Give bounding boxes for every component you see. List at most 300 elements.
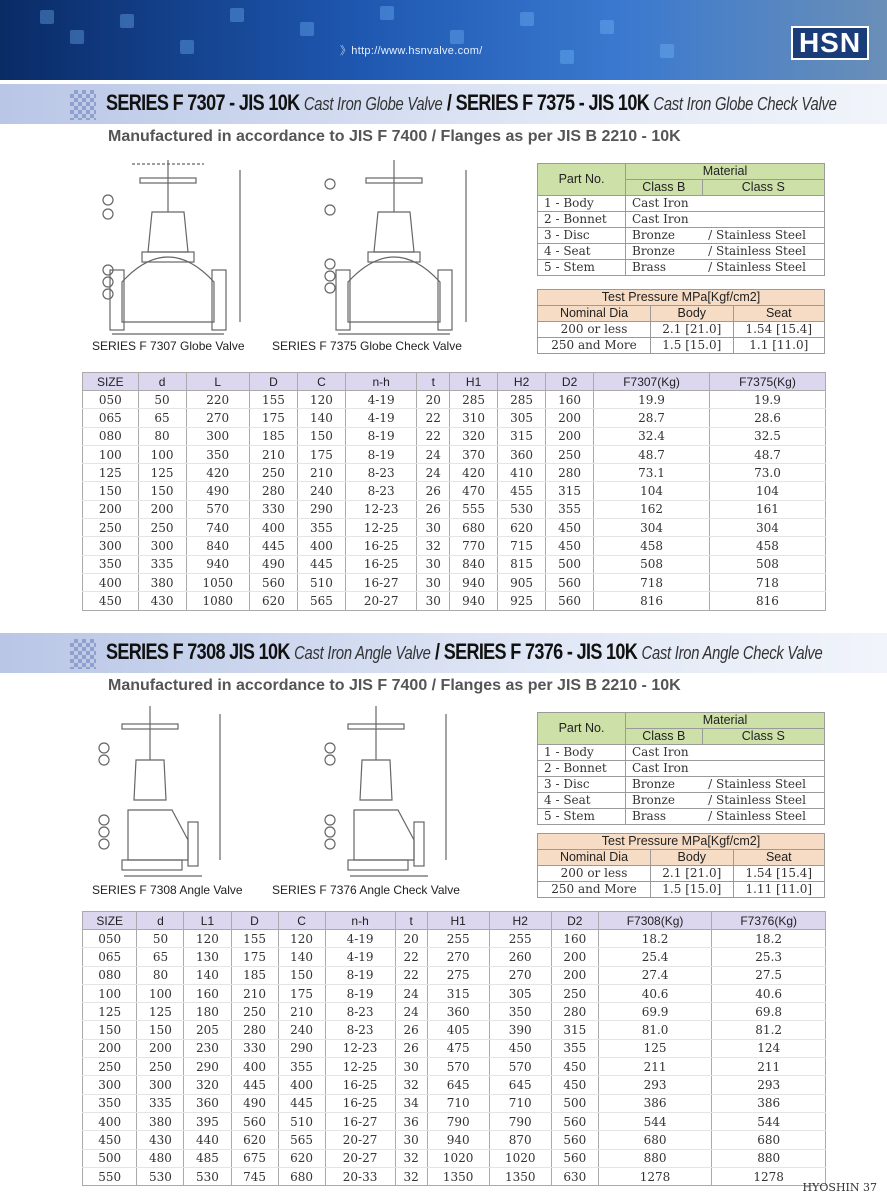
column-header: t — [395, 912, 427, 930]
table-cell: 175 — [231, 948, 278, 966]
table-cell: 32.5 — [709, 427, 825, 445]
table-cell: 470 — [450, 482, 498, 500]
table-cell: 8-23 — [325, 1003, 395, 1021]
table-cell: 200 — [546, 409, 594, 427]
table-cell: 050 — [83, 391, 139, 409]
table-cell: 69.9 — [598, 1003, 712, 1021]
table-cell: 940 — [450, 592, 498, 610]
table-cell: 22 — [417, 409, 450, 427]
table-cell: 20-27 — [345, 592, 416, 610]
page-footer: HYOSHIN 37 — [802, 1181, 877, 1194]
table-cell: 130 — [184, 948, 231, 966]
table-cell: 24 — [395, 1003, 427, 1021]
table-cell: 30 — [417, 555, 450, 573]
table-cell: 8-19 — [345, 427, 416, 445]
table-cell: 386 — [712, 1094, 826, 1112]
table-cell: 26 — [395, 1021, 427, 1039]
table-cell: 28.7 — [594, 409, 710, 427]
table-cell: 25.3 — [712, 948, 826, 966]
angle-check-valve-caption: SERIES F 7376 Angle Check Valve — [272, 883, 460, 897]
column-header: F7376(Kg) — [712, 912, 826, 930]
table-cell: 210 — [278, 1003, 325, 1021]
table-cell: 445 — [231, 1076, 278, 1094]
table-cell: 645 — [489, 1076, 551, 1094]
column-header: n-h — [345, 373, 416, 391]
table-cell: 16-25 — [345, 537, 416, 555]
table-cell: 370 — [450, 445, 498, 463]
table-row — [83, 555, 826, 573]
table-cell: 293 — [598, 1076, 712, 1094]
table-cell: 175 — [278, 984, 325, 1002]
table-cell: 16-25 — [325, 1076, 395, 1094]
table-cell: 16-25 — [345, 555, 416, 573]
table-cell: 300 — [137, 1076, 184, 1094]
table-cell: 280 — [546, 464, 594, 482]
table-row — [83, 1003, 826, 1021]
table-cell: 420 — [186, 464, 249, 482]
table-cell: 175 — [297, 445, 345, 463]
table-row — [83, 1076, 826, 1094]
table-cell: 315 — [498, 427, 546, 445]
table-cell: 200 — [83, 500, 139, 518]
table-cell: 560 — [546, 592, 594, 610]
table-cell: 1278 — [712, 1167, 826, 1185]
table-cell: 160 — [184, 984, 231, 1002]
table-cell: 445 — [297, 555, 345, 573]
table-cell: 320 — [450, 427, 498, 445]
table-cell: 27.4 — [598, 966, 712, 984]
column-header: H1 — [427, 912, 489, 930]
table-cell: 570 — [427, 1058, 489, 1076]
globe-valve-caption: SERIES F 7307 Globe Valve — [92, 339, 245, 353]
table-cell: 870 — [489, 1131, 551, 1149]
table-cell: 16-27 — [325, 1112, 395, 1130]
table-cell: 350 — [83, 1094, 137, 1112]
table-row — [83, 1021, 826, 1039]
table-cell: 8-19 — [325, 966, 395, 984]
table-cell: 400 — [249, 519, 297, 537]
table-cell: 1350 — [427, 1167, 489, 1185]
table-cell: 12-23 — [325, 1039, 395, 1057]
table-cell: 840 — [450, 555, 498, 573]
table-cell: 162 — [594, 500, 710, 518]
table-cell: 510 — [278, 1112, 325, 1130]
table-cell: 20 — [395, 930, 427, 948]
table-cell: 211 — [712, 1058, 826, 1076]
table-cell: 32 — [395, 1149, 427, 1167]
table-row — [83, 464, 826, 482]
table-cell: 80 — [137, 966, 184, 984]
table-cell: 1020 — [427, 1149, 489, 1167]
table-cell: 25.4 — [598, 948, 712, 966]
table-row — [83, 1112, 826, 1130]
table-cell: 293 — [712, 1076, 826, 1094]
table-row — [83, 948, 826, 966]
table-row — [83, 519, 826, 537]
company-logo: HSN — [791, 26, 869, 60]
column-header: D — [249, 373, 297, 391]
table-cell: 200 — [546, 427, 594, 445]
column-header: F7307(Kg) — [594, 373, 710, 391]
table-row — [83, 482, 826, 500]
table-cell: 290 — [278, 1039, 325, 1057]
column-header: t — [417, 373, 450, 391]
table-cell: 508 — [709, 555, 825, 573]
table-cell: 104 — [594, 482, 710, 500]
table-cell: 250 — [551, 984, 598, 1002]
material-row: 1 - Body Cast Iron — [538, 196, 825, 212]
angle-check-valve-drawing — [318, 700, 488, 880]
table-cell: 32.4 — [594, 427, 710, 445]
table-cell: 125 — [138, 464, 186, 482]
table-cell: 255 — [489, 930, 551, 948]
pressure-row: 200 or less 2.1 [21.0] 1.54 [15.4] — [538, 866, 825, 882]
table-cell: 18.2 — [712, 930, 826, 948]
table-row — [83, 966, 826, 984]
table-cell: 355 — [278, 1058, 325, 1076]
section2-subtitle: Manufactured in accordance to JIS F 7400 / Flanges as per JIS B 2210 - 10K — [108, 677, 681, 694]
table-cell: 570 — [489, 1058, 551, 1076]
table-row — [83, 1039, 826, 1057]
table-cell: 680 — [278, 1167, 325, 1185]
table-cell: 315 — [551, 1021, 598, 1039]
table-cell: 240 — [297, 482, 345, 500]
table-cell: 150 — [138, 482, 186, 500]
table-cell: 150 — [278, 966, 325, 984]
angle-valve-drawing — [92, 700, 262, 880]
table-cell: 290 — [297, 500, 345, 518]
table-cell: 69.8 — [712, 1003, 826, 1021]
table-cell: 445 — [278, 1094, 325, 1112]
table-row — [83, 445, 826, 463]
table-cell: 1278 — [598, 1167, 712, 1185]
table-cell: 285 — [498, 391, 546, 409]
table-cell: 12-23 — [345, 500, 416, 518]
column-header: F7308(Kg) — [598, 912, 712, 930]
table-cell: 20 — [417, 391, 450, 409]
table-cell: 816 — [594, 592, 710, 610]
table-cell: 710 — [489, 1094, 551, 1112]
table-cell: 4-19 — [325, 948, 395, 966]
column-header: D2 — [546, 373, 594, 391]
table-cell: 250 — [231, 1003, 278, 1021]
table-cell: 120 — [297, 391, 345, 409]
table-cell: 555 — [450, 500, 498, 518]
table-cell: 840 — [186, 537, 249, 555]
table-cell: 81.0 — [598, 1021, 712, 1039]
table-cell: 310 — [450, 409, 498, 427]
table-cell: 940 — [427, 1131, 489, 1149]
table-cell: 530 — [498, 500, 546, 518]
table-cell: 304 — [594, 519, 710, 537]
table-cell: 390 — [489, 1021, 551, 1039]
table-cell: 458 — [594, 537, 710, 555]
table-cell: 16-25 — [325, 1094, 395, 1112]
table-cell: 30 — [395, 1058, 427, 1076]
table-cell: 150 — [137, 1021, 184, 1039]
table-cell: 355 — [551, 1039, 598, 1057]
table-cell: 24 — [395, 984, 427, 1002]
table-cell: 100 — [83, 984, 137, 1002]
table-cell: 30 — [395, 1131, 427, 1149]
table-row — [83, 984, 826, 1002]
table-cell: 544 — [598, 1112, 712, 1130]
table-cell: 20-33 — [325, 1167, 395, 1185]
table-cell: 16-27 — [345, 573, 416, 591]
table-cell: 430 — [138, 592, 186, 610]
table-cell: 8-19 — [325, 984, 395, 1002]
table-cell: 080 — [83, 427, 139, 445]
table-cell: 490 — [231, 1094, 278, 1112]
table-cell: 8-19 — [345, 445, 416, 463]
column-header: H2 — [498, 373, 546, 391]
material-row: 3 - Disc Bronze / Stainless Steel — [538, 228, 825, 244]
table-cell: 050 — [83, 930, 137, 948]
material-row: 2 - Bonnet Cast Iron — [538, 761, 825, 777]
column-header: d — [138, 373, 186, 391]
table-cell: 140 — [297, 409, 345, 427]
table-cell: 104 — [709, 482, 825, 500]
table-cell: 880 — [712, 1149, 826, 1167]
table-cell: 18.2 — [598, 930, 712, 948]
table-row — [83, 409, 826, 427]
table-cell: 620 — [278, 1149, 325, 1167]
table-cell: 490 — [249, 555, 297, 573]
table-cell: 50 — [138, 391, 186, 409]
table-cell: 81.2 — [712, 1021, 826, 1039]
table-cell: 485 — [184, 1149, 231, 1167]
table-cell: 430 — [137, 1131, 184, 1149]
table-cell: 200 — [137, 1039, 184, 1057]
table-cell: 20-27 — [325, 1131, 395, 1149]
table-cell: 275 — [427, 966, 489, 984]
section1-material-table: Part No. Material Class B Class S 1 - Body Cast Iron 2 - Bonnet Cast Iron 3 - Disc Bronze / Stainless Steel 4 - Seat Bronze / Stainless Steel 5 - Stem Brass / Stainless Steel — [537, 163, 825, 276]
section1-pressure-table: Test Pressure MPa[Kgf/cm2] Nominal Dia Body Seat 200 or less 2.1 [21.0] 1.54 [15.4] 250 and More 1.5 [15.0] 1.1 [11.0] — [537, 289, 825, 354]
table-cell: 161 — [709, 500, 825, 518]
table-row — [83, 930, 826, 948]
table-cell: 1350 — [489, 1167, 551, 1185]
table-cell: 620 — [249, 592, 297, 610]
table-cell: 560 — [551, 1149, 598, 1167]
table-cell: 290 — [184, 1058, 231, 1076]
table-row — [83, 427, 826, 445]
table-cell: 205 — [184, 1021, 231, 1039]
table-cell: 940 — [186, 555, 249, 573]
table-cell: 36 — [395, 1112, 427, 1130]
table-cell: 300 — [138, 537, 186, 555]
table-cell: 32 — [395, 1076, 427, 1094]
table-cell: 740 — [186, 519, 249, 537]
table-cell: 530 — [137, 1167, 184, 1185]
table-cell: 65 — [138, 409, 186, 427]
table-cell: 400 — [278, 1076, 325, 1094]
table-cell: 450 — [546, 537, 594, 555]
table-cell: 680 — [450, 519, 498, 537]
table-cell: 160 — [546, 391, 594, 409]
table-cell: 185 — [231, 966, 278, 984]
table-cell: 360 — [427, 1003, 489, 1021]
table-cell: 300 — [83, 537, 139, 555]
table-cell: 125 — [83, 1003, 137, 1021]
table-cell: 180 — [184, 1003, 231, 1021]
table-cell: 480 — [137, 1149, 184, 1167]
table-cell: 400 — [83, 573, 139, 591]
column-header: n-h — [325, 912, 395, 930]
table-cell: 500 — [83, 1149, 137, 1167]
table-cell: 410 — [498, 464, 546, 482]
table-cell: 40.6 — [598, 984, 712, 1002]
table-cell: 80 — [138, 427, 186, 445]
website-url[interactable]: 》http://www.hsnvalve.com/ — [340, 45, 483, 57]
table-cell: 450 — [83, 592, 139, 610]
table-cell: 510 — [297, 573, 345, 591]
table-cell: 905 — [498, 573, 546, 591]
table-cell: 220 — [186, 391, 249, 409]
table-cell: 230 — [184, 1039, 231, 1057]
section2-title: SERIES F 7308 JIS 10K Cast Iron Angle Valve / SERIES F 7376 - JIS 10K Cast Iron Angle Check Valve — [106, 639, 823, 664]
table-cell: 8-23 — [345, 482, 416, 500]
table-cell: 304 — [709, 519, 825, 537]
table-cell: 150 — [83, 482, 139, 500]
section1-title-band — [0, 84, 887, 124]
table-cell: 400 — [297, 537, 345, 555]
table-cell: 450 — [83, 1131, 137, 1149]
material-row: 5 - Stem Brass / Stainless Steel — [538, 260, 825, 276]
table-cell: 280 — [249, 482, 297, 500]
table-cell: 270 — [489, 966, 551, 984]
table-cell: 50 — [137, 930, 184, 948]
table-cell: 250 — [137, 1058, 184, 1076]
table-cell: 270 — [427, 948, 489, 966]
table-cell: 22 — [395, 948, 427, 966]
table-cell: 28.6 — [709, 409, 825, 427]
table-cell: 20-27 — [325, 1149, 395, 1167]
table-cell: 1050 — [186, 573, 249, 591]
table-cell: 620 — [231, 1131, 278, 1149]
table-cell: 400 — [83, 1112, 137, 1130]
table-cell: 24 — [417, 464, 450, 482]
table-cell: 1080 — [186, 592, 249, 610]
table-cell: 30 — [417, 592, 450, 610]
table-cell: 065 — [83, 409, 139, 427]
section2-pressure-table: Test Pressure MPa[Kgf/cm2] Nominal Dia Body Seat 200 or less 2.1 [21.0] 1.54 [15.4] 250 and More 1.5 [15.0] 1.11 [11.0] — [537, 833, 825, 898]
table-cell: 124 — [712, 1039, 826, 1057]
table-cell: 48.7 — [594, 445, 710, 463]
table-row — [83, 573, 826, 591]
table-cell: 12-25 — [325, 1058, 395, 1076]
table-cell: 200 — [83, 1039, 137, 1057]
table-cell: 250 — [83, 1058, 137, 1076]
table-cell: 675 — [231, 1149, 278, 1167]
table-cell: 19.9 — [594, 391, 710, 409]
table-row — [83, 1131, 826, 1149]
table-cell: 530 — [184, 1167, 231, 1185]
table-cell: 815 — [498, 555, 546, 573]
table-cell: 440 — [184, 1131, 231, 1149]
table-cell: 200 — [551, 966, 598, 984]
table-cell: 4-19 — [345, 391, 416, 409]
table-cell: 330 — [249, 500, 297, 518]
checker-decoration — [70, 90, 96, 120]
table-cell: 125 — [598, 1039, 712, 1057]
table-cell: 175 — [249, 409, 297, 427]
table-row — [83, 500, 826, 518]
table-cell: 880 — [598, 1149, 712, 1167]
table-cell: 560 — [231, 1112, 278, 1130]
table-cell: 32 — [395, 1167, 427, 1185]
section1-spec-table — [82, 372, 826, 611]
table-cell: 210 — [297, 464, 345, 482]
column-header: D2 — [551, 912, 598, 930]
table-cell: 560 — [551, 1131, 598, 1149]
table-cell: 48.7 — [709, 445, 825, 463]
table-cell: 160 — [551, 930, 598, 948]
material-row: 5 - Stem Brass / Stainless Steel — [538, 809, 825, 825]
material-row: 4 - Seat Bronze / Stainless Steel — [538, 244, 825, 260]
table-cell: 4-19 — [345, 409, 416, 427]
table-cell: 450 — [546, 519, 594, 537]
column-header: F7375(Kg) — [709, 373, 825, 391]
table-cell: 570 — [186, 500, 249, 518]
table-cell: 350 — [489, 1003, 551, 1021]
table-cell: 120 — [184, 930, 231, 948]
section1-subtitle: Manufactured in accordance to JIS F 7400 / Flanges as per JIS B 2210 - 10K — [108, 128, 681, 145]
table-row — [83, 1094, 826, 1112]
table-row — [83, 1167, 826, 1185]
table-cell: 73.1 — [594, 464, 710, 482]
table-cell: 335 — [138, 555, 186, 573]
table-cell: 360 — [498, 445, 546, 463]
table-cell: 560 — [551, 1112, 598, 1130]
table-cell: 260 — [489, 948, 551, 966]
table-cell: 8-23 — [325, 1021, 395, 1039]
table-cell: 22 — [417, 427, 450, 445]
column-header: SIZE — [83, 912, 137, 930]
table-cell: 270 — [186, 409, 249, 427]
table-cell: 1020 — [489, 1149, 551, 1167]
column-header: H1 — [450, 373, 498, 391]
pressure-row: 250 and More 1.5 [15.0] 1.11 [11.0] — [538, 882, 825, 898]
table-cell: 100 — [137, 984, 184, 1002]
table-cell: 73.0 — [709, 464, 825, 482]
pressure-row: 250 and More 1.5 [15.0] 1.1 [11.0] — [538, 338, 825, 354]
table-cell: 395 — [184, 1112, 231, 1130]
table-cell: 320 — [184, 1076, 231, 1094]
table-cell: 450 — [551, 1058, 598, 1076]
table-cell: 680 — [598, 1131, 712, 1149]
table-cell: 500 — [546, 555, 594, 573]
table-cell: 305 — [498, 409, 546, 427]
table-cell: 100 — [83, 445, 139, 463]
column-header: D — [231, 912, 278, 930]
table-cell: 65 — [137, 948, 184, 966]
material-row: 1 - Body Cast Iron — [538, 745, 825, 761]
table-cell: 30 — [417, 573, 450, 591]
globe-check-valve-caption: SERIES F 7375 Globe Check Valve — [272, 339, 462, 353]
table-cell: 240 — [278, 1021, 325, 1039]
table-cell: 940 — [450, 573, 498, 591]
table-cell: 155 — [231, 930, 278, 948]
table-cell: 19.9 — [709, 391, 825, 409]
table-cell: 250 — [138, 519, 186, 537]
table-cell: 250 — [83, 519, 139, 537]
table-row — [83, 391, 826, 409]
table-cell: 620 — [498, 519, 546, 537]
table-cell: 380 — [137, 1112, 184, 1130]
table-cell: 386 — [598, 1094, 712, 1112]
table-cell: 455 — [498, 482, 546, 500]
table-cell: 255 — [427, 930, 489, 948]
